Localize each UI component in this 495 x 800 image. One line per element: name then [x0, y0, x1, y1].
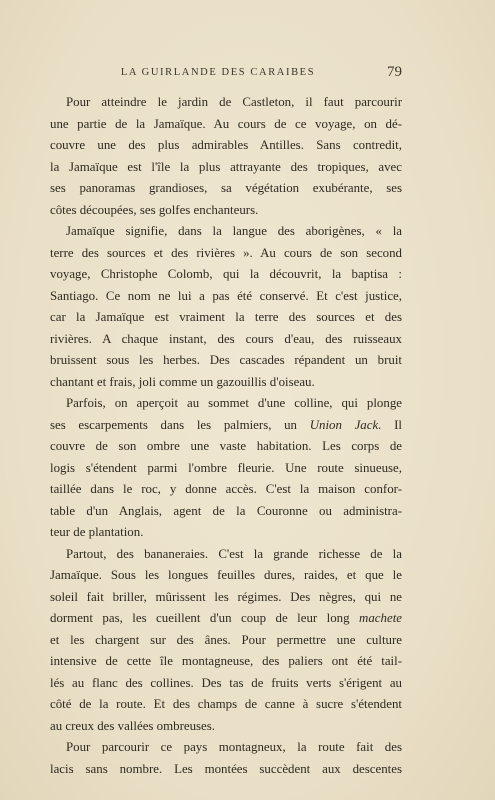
page-number: 79: [387, 64, 402, 80]
text-line: Jamaïque. Sous les longues feuilles dures, raides, et que le: [50, 568, 402, 582]
paragraph-2: [34, 221, 402, 393]
text-line: logis s'étendent parmi l'ombre fleurie. Une route sinueuse,: [50, 460, 402, 475]
text-line: table d'un Anglais, agent de la Couronne ou administra-: [50, 503, 402, 518]
text-line: une partie de la Jamaïque. Au cours de ce voyage, on dé-: [50, 116, 402, 131]
text-line: teur de plantation.: [50, 525, 144, 539]
text-line: dorment pas, les cueillent d'un coup de leur long machete: [50, 611, 402, 625]
text-line: la Jamaïque est l'île la plus attrayante des tropiques, avec: [50, 159, 402, 174]
text-line: chantant et frais, joli comme un gazouillis d'oiseau.: [50, 374, 315, 389]
text-line: Partout, des bananeraies. C'est la grande richesse de la: [66, 546, 402, 561]
text-line: soleil fait briller, mûrissent les régimes. Des nègres, qui ne: [50, 589, 402, 604]
text-line: au creux des vallées ombreuses.: [50, 718, 216, 733]
text-line: Santiago. Ce nom ne lui a pas été conservé. Et c'est justice,: [50, 288, 402, 303]
text-line: lés au flanc des collines. Des tas de fruits verts s'érigent au: [50, 675, 402, 690]
paragraph-5: [34, 737, 402, 780]
text-line: intensive de cette île montagneuse, des paliers ont été tail-: [50, 654, 402, 668]
text-line: car la Jamaïque est vraiment la terre des sources et des: [50, 310, 402, 324]
text-line: bruissent sous les herbes. Des cascades répandent un bruit: [50, 353, 402, 367]
body-text: [34, 92, 402, 780]
text-line: Pour atteindre le jardin de Castleton, il faut parcourir: [66, 95, 402, 109]
text-line: côté de la route. Et des champs de canne à sucre s'étendent: [50, 697, 402, 711]
text-line: Pour parcourir ce pays montagneux, la route fait des: [66, 740, 402, 754]
text-line: Jamaïque signifie, dans la langue des aborigènes, « la: [66, 224, 402, 238]
text-line: terre des sources et des rivières ». Au cours de son second: [50, 245, 402, 260]
text-line: taillée dans le roc, y donne accès. C'est la maison confor-: [50, 482, 402, 496]
paragraph-4: [34, 544, 402, 738]
text-line: ses panoramas grandioses, sa végétation exubérante, ses: [50, 181, 402, 195]
text-line: voyage, Christophe Colomb, qui la découvrit, la baptisa :: [50, 267, 402, 281]
text-line: et les chargent sur des ânes. Pour permettre une culture: [50, 632, 402, 647]
paragraph-1: [34, 92, 402, 221]
running-title: LA GUIRLANDE DES CARAIBES: [120, 67, 316, 78]
paragraph-3: [34, 393, 402, 544]
text-line: lacis sans nombre. Les montées succèdent aux descentes: [50, 761, 402, 776]
text-line: ses escarpements dans les palmiers, un Union Jack. Il: [50, 417, 402, 432]
text-line: Parfois, on aperçoit au sommet d'une colline, qui plonge: [66, 396, 402, 410]
text-line: côtes découpées, ses golfes enchanteurs.: [50, 202, 259, 217]
text-line: rivières. A chaque instant, des cours d'eau, des ruisseaux: [50, 331, 402, 346]
italic-phrase: machete: [359, 611, 402, 625]
page-header: [34, 66, 402, 86]
text-line: couvre une des plus admirables Antilles. Sans contredit,: [50, 138, 402, 152]
text-line: couvre de son ombre une vaste habitation. Les corps de: [50, 439, 402, 453]
italic-phrase: Union Jack.: [309, 417, 382, 432]
